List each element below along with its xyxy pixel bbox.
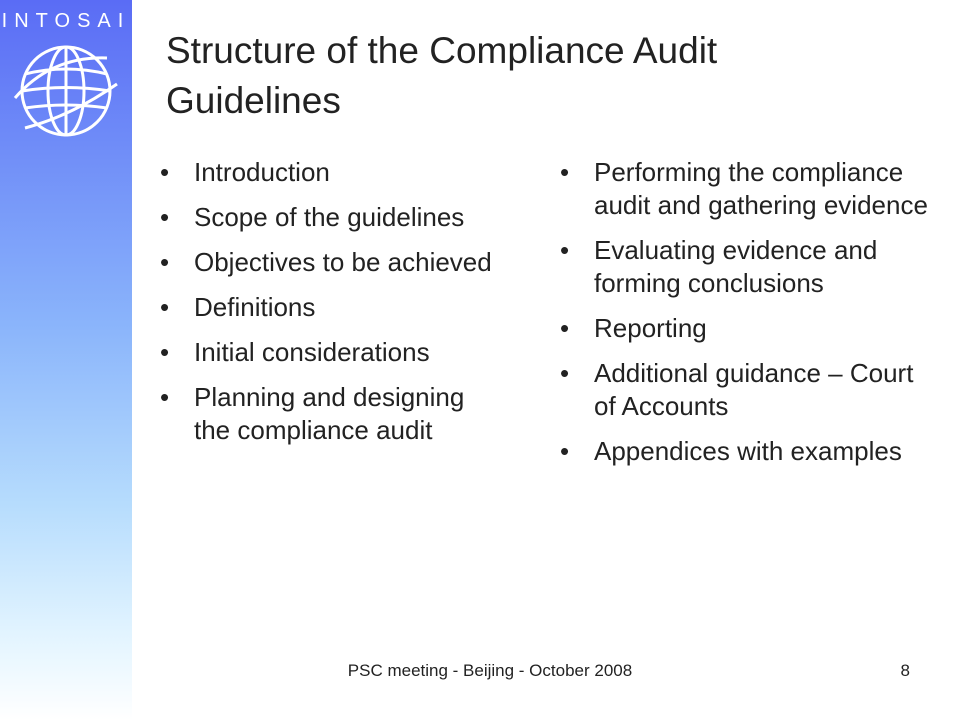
bullet-icon: • [560, 436, 570, 466]
bullet-icon: • [160, 202, 170, 232]
list-item-text: Introduction [194, 157, 330, 187]
list-item-text: Reporting [594, 313, 707, 343]
bullet-icon: • [160, 247, 170, 277]
list-item-text: Evaluating evidence and forming conclusions [594, 235, 878, 298]
list-item-text: Additional guidance – Court of Accounts [594, 358, 914, 421]
list-item [160, 201, 500, 234]
list-item [560, 234, 930, 300]
list-item-text: Definitions [194, 292, 316, 322]
page-number: 8 [900, 661, 910, 680]
bullet-icon: • [560, 358, 570, 388]
globe-icon [11, 36, 121, 146]
bullet-icon: • [160, 157, 170, 187]
list-item-text: Performing the compliance audit and gathering evidence [594, 157, 928, 220]
list-item [560, 312, 930, 345]
list-item [160, 156, 500, 189]
list-item [560, 156, 930, 222]
brand-name: INTOSAI [1, 10, 131, 32]
left-bullet-list [160, 156, 500, 459]
bullet-icon: • [560, 157, 570, 187]
list-item-text: Objectives to be achieved [194, 247, 492, 277]
bullet-icon: • [160, 292, 170, 322]
right-bullet-list [560, 156, 930, 480]
slide-title-line-1: Structure of the Compliance Audit [166, 30, 718, 71]
list-item [160, 246, 500, 279]
list-item [560, 357, 930, 423]
list-item-text: Appendices with examples [594, 436, 902, 466]
list-item-text: Planning and designing the compliance audit [194, 382, 465, 445]
list-item [160, 336, 500, 369]
list-item [560, 435, 930, 468]
sidebar-band [0, 0, 132, 720]
slide-title [166, 26, 926, 126]
list-item [160, 381, 500, 447]
bullet-icon: • [560, 313, 570, 343]
slide-title-line-2: Guidelines [166, 80, 341, 121]
bullet-icon: • [560, 235, 570, 265]
list-item-text: Initial considerations [194, 337, 430, 367]
bullet-icon: • [160, 337, 170, 367]
list-item-text: Scope of the guidelines [194, 202, 465, 232]
list-item [160, 291, 500, 324]
footer-text: PSC meeting - Beijing - October 2008 [347, 661, 633, 680]
bullet-icon: • [160, 382, 170, 412]
